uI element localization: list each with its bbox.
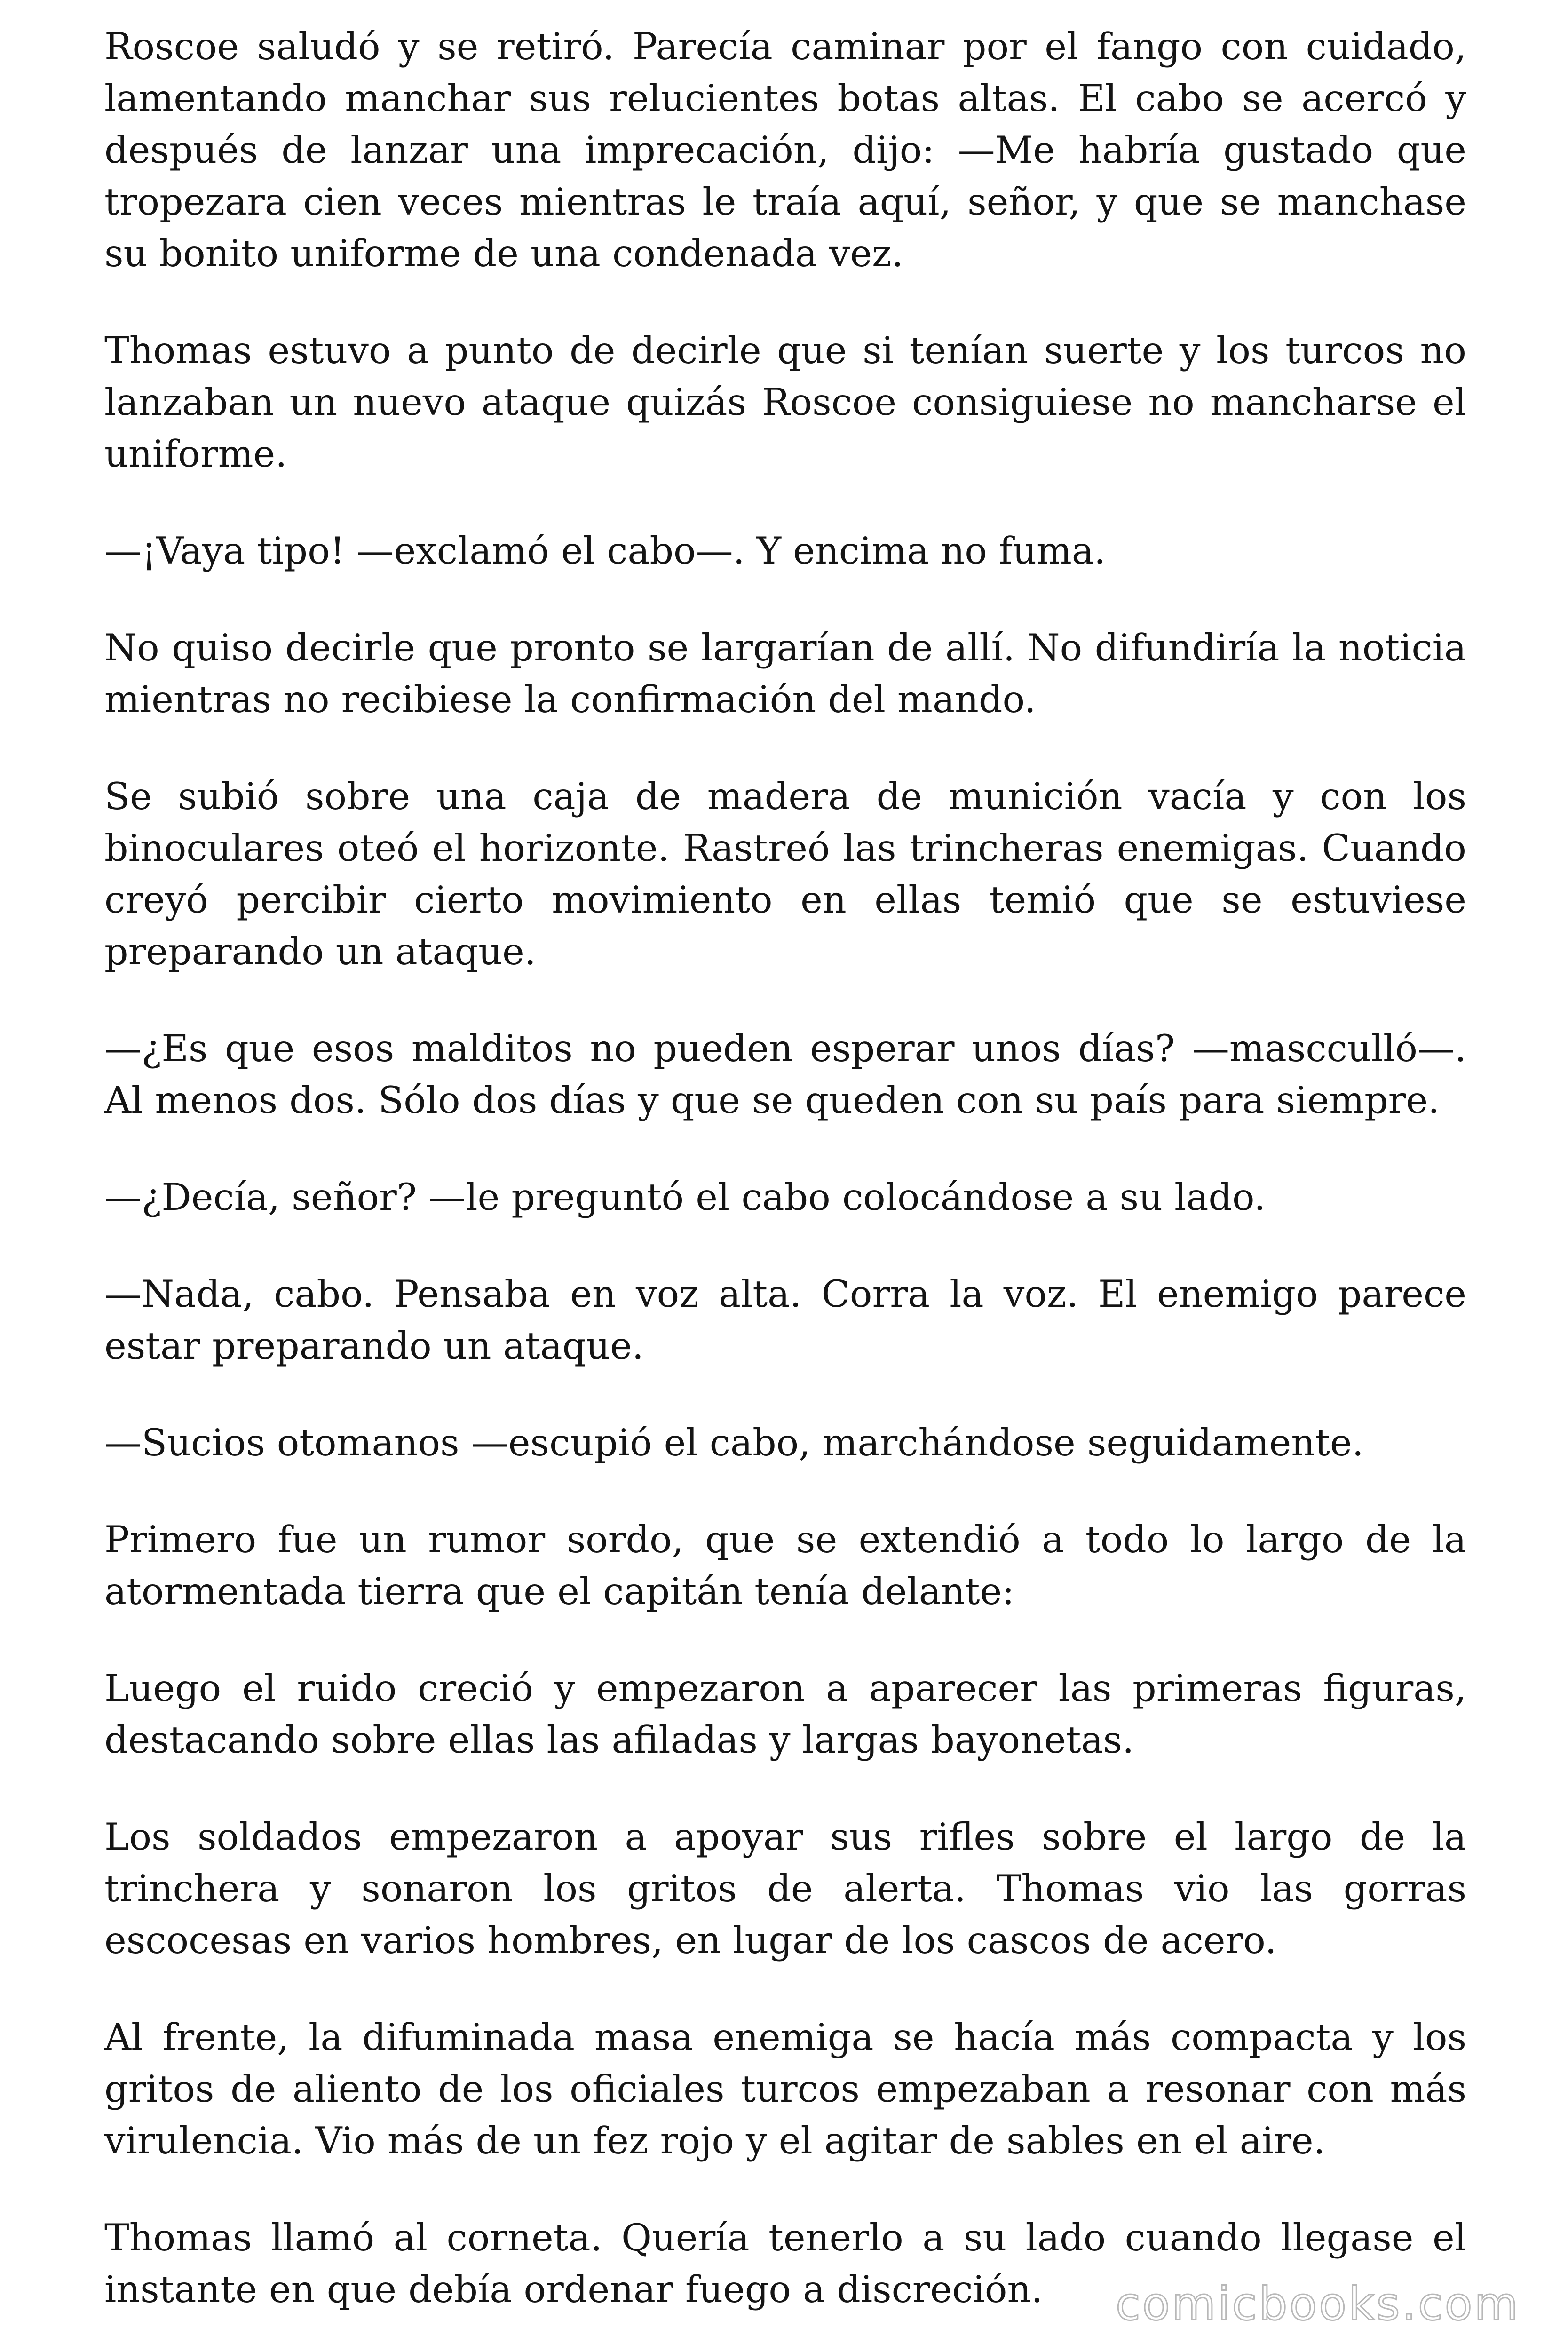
- paragraph: No quiso decirle que pronto se largarían de allí. No difundiría la noticia mientras no recibiese la confirmación del mando.: [104, 626, 1466, 721]
- paragraph: —Nada, cabo. Pensaba en voz alta. Corra la voz. El enemigo parece estar preparando un ataque.: [104, 1272, 1466, 1367]
- paragraph: Thomas llamó al corneta. Quería tenerlo a su lado cuando llegase el instante en que debía ordenar fuego a discreción.: [104, 2216, 1466, 2311]
- paragraph: Al frente, la difuminada masa enemiga se hacía más compacta y los gritos de aliento de los oficiales turcos empezaban a resonar con más virulencia. Vio más de un fez rojo y el agitar de sables en el aire.: [104, 2016, 1466, 2162]
- paragraph: —¿Decía, señor? —le preguntó el cabo colocándose a su lado.: [104, 1176, 1266, 1219]
- paragraph: —¿Es que esos malditos no pueden esperar unos días? —mascculló—. Al menos dos. Sólo dos días y que se queden con su país para siempre.: [104, 1027, 1466, 1122]
- paragraph: Roscoe saludó y se retiró. Parecía caminar por el fango con cuidado, lamentando manchar sus relucientes botas altas. El cabo se acercó y después de lanzar una imprecación, dijo: —Me habría gustado que tropezara cien veces mientras le traía aquí, señor, y que se manchase su bonito uniforme de una condenada vez.: [104, 25, 1466, 275]
- paragraph: Se subió sobre una caja de madera de munición vacía y con los binoculares oteó el horizonte. Rastreó las trincheras enemigas. Cuando creyó percibir cierto movimiento en ellas temió que se estuviese preparando un ataque.: [104, 775, 1466, 973]
- paragraph: Primero fue un rumor sordo, que se extendió a todo lo largo de la atormentada tierra que el capitán tenía delante:: [104, 1518, 1466, 1613]
- paragraph: Los soldados empezaron a apoyar sus rifles sobre el largo de la trinchera y sonaron los gritos de alerta. Thomas vio las gorras escocesas en varios hombres, en lugar de los cascos de acero.: [104, 1815, 1466, 1962]
- watermark: comicbooks.com: [1115, 2278, 1520, 2330]
- paragraph: Luego el ruido creció y empezaron a aparecer las primeras figuras, destacando sobre ellas las afiladas y largas bayonetas.: [104, 1667, 1466, 1762]
- paragraph: —Sucios otomanos —escupió el cabo, marchándose seguidamente.: [104, 1421, 1364, 1464]
- text-column: [104, 21, 1466, 2315]
- paragraph: —¡Vaya tipo! —exclamó el cabo—. Y encima no fuma.: [104, 529, 1106, 572]
- paragraph: Thomas estuvo a punto de decirle que si tenían suerte y los turcos no lanzaban un nuevo ataque quizás Roscoe consiguiese no mancharse el uniforme.: [104, 329, 1466, 476]
